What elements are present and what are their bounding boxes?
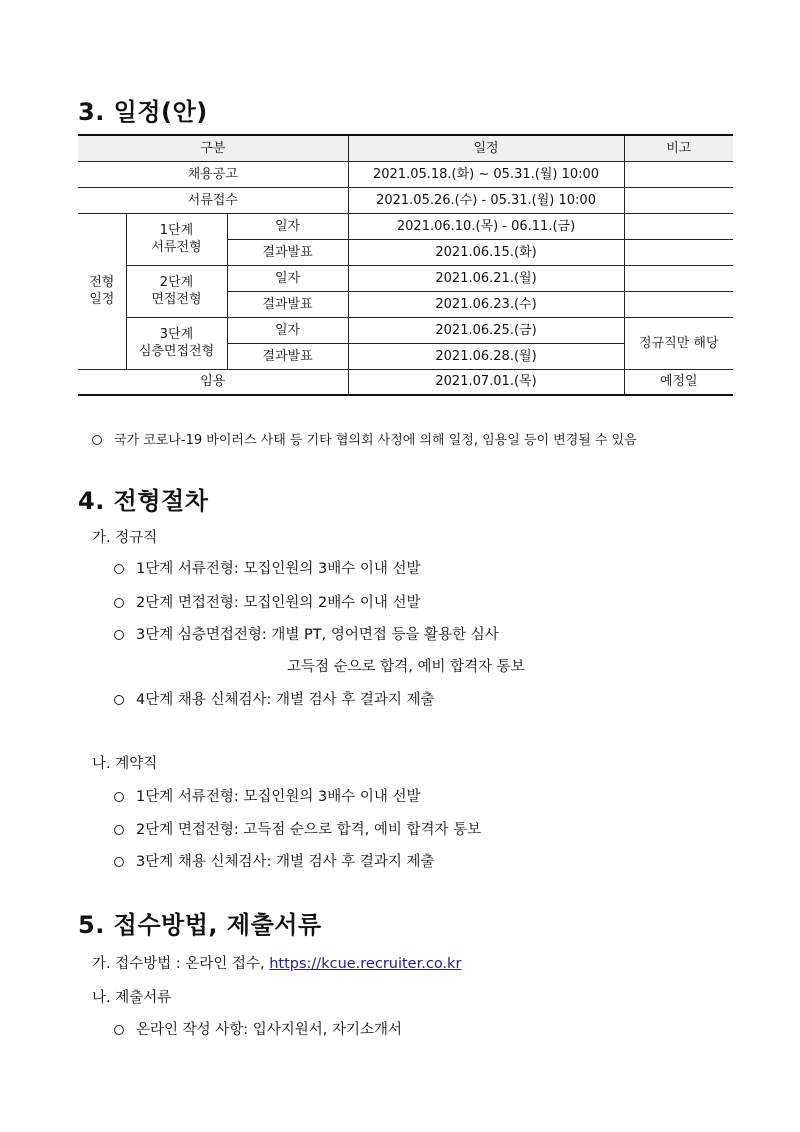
list-item bbox=[114, 557, 421, 578]
header-category: 구분 bbox=[78, 135, 348, 161]
schedule-change-note bbox=[92, 429, 637, 448]
item-text: 3단계 채용 신체검사: 개별 검사 후 결과지 제출 bbox=[136, 854, 435, 870]
stage1-result-note bbox=[624, 239, 733, 265]
stage1-result-label: 결과발표 bbox=[227, 239, 348, 265]
note-appointment: 예정일 bbox=[624, 369, 733, 395]
stage3-result-label: 결과발표 bbox=[227, 343, 348, 369]
section-3-title: 3. 일정(안) bbox=[78, 98, 208, 126]
application-url-link[interactable]: https://kcue.recruiter.co.kr bbox=[269, 956, 462, 972]
list-item bbox=[114, 818, 481, 839]
circle-bullet-icon bbox=[92, 435, 102, 445]
circle-bullet-icon bbox=[114, 564, 124, 574]
documents-heading: 나. 제출서류 bbox=[92, 990, 172, 1006]
table-header-row bbox=[78, 135, 733, 161]
row-label-announcement: 채용공고 bbox=[78, 161, 348, 187]
circle-bullet-icon bbox=[114, 1025, 124, 1035]
contract-heading: 나. 계약직 bbox=[92, 756, 158, 772]
item-text: 1단계 서류전형: 모집인원의 3배수 이내 선발 bbox=[136, 789, 421, 805]
stage3-result: 2021.06.28.(월) bbox=[348, 343, 624, 369]
date-announcement: 2021.05.18.(화) ~ 05.31.(월) 10:00 bbox=[348, 161, 624, 187]
table-row bbox=[78, 317, 733, 343]
stage2-result-note bbox=[624, 291, 733, 317]
stage2-note bbox=[624, 265, 733, 291]
regular-heading: 가. 정규직 bbox=[92, 530, 158, 546]
item-text: 3단계 심층면접전형: 개별 PT, 영어면접 등을 활용한 심사 bbox=[136, 627, 499, 643]
circle-bullet-icon bbox=[114, 857, 124, 867]
stage1-date: 2021.06.10.(목) - 06.11.(금) bbox=[348, 213, 624, 239]
table-row bbox=[78, 187, 733, 213]
circle-bullet-icon bbox=[114, 695, 124, 705]
stage2-date-label: 일자 bbox=[227, 265, 348, 291]
table-row bbox=[78, 369, 733, 395]
section-4-title: 4. 전형절차 bbox=[78, 487, 209, 515]
stage2-result: 2021.06.23.(수) bbox=[348, 291, 624, 317]
list-item bbox=[114, 623, 499, 644]
stage1-result: 2021.06.15.(화) bbox=[348, 239, 624, 265]
header-remarks: 비고 bbox=[624, 135, 733, 161]
stage3-continuation: 고득점 순으로 합격, 예비 합격자 통보 bbox=[287, 659, 525, 675]
table-row bbox=[78, 161, 733, 187]
row-label-document-receipt: 서류접수 bbox=[78, 187, 348, 213]
note-announcement bbox=[624, 161, 733, 187]
stage2-result-label: 결과발표 bbox=[227, 291, 348, 317]
stage3-note: 정규직만 해당 bbox=[624, 317, 733, 369]
circle-bullet-icon bbox=[114, 598, 124, 608]
list-item bbox=[114, 688, 435, 709]
item-text: 2단계 면접전형: 고득점 순으로 합격, 예비 합격자 통보 bbox=[136, 822, 482, 838]
stage2-label: 2단계 면접전형 bbox=[126, 265, 227, 317]
stage1-date-label: 일자 bbox=[227, 213, 348, 239]
item-text: 1단계 서류전형: 모집인원의 3배수 이내 선발 bbox=[136, 561, 421, 577]
list-item bbox=[114, 1018, 402, 1039]
stage1-note bbox=[624, 213, 733, 239]
stage3-label: 3단계 심층면접전형 bbox=[126, 317, 227, 369]
stage2-date: 2021.06.21.(월) bbox=[348, 265, 624, 291]
item-text: 4단계 채용 신체검사: 개별 검사 후 결과지 제출 bbox=[136, 692, 435, 708]
table-row bbox=[78, 213, 733, 239]
item-text: 2단계 면접전형: 모집인원의 2배수 이내 선발 bbox=[136, 595, 421, 611]
header-schedule: 일정 bbox=[348, 135, 624, 161]
list-item bbox=[114, 785, 421, 806]
circle-bullet-icon bbox=[114, 825, 124, 835]
note-document-receipt bbox=[624, 187, 733, 213]
stage3-date-label: 일자 bbox=[227, 317, 348, 343]
date-appointment: 2021.07.01.(목) bbox=[348, 369, 624, 395]
stage3-date: 2021.06.25.(금) bbox=[348, 317, 624, 343]
list-item bbox=[114, 850, 435, 871]
schedule-table bbox=[78, 134, 733, 396]
application-method bbox=[92, 952, 461, 973]
stage1-label: 1단계 서류전형 bbox=[126, 213, 227, 265]
date-document-receipt: 2021.05.26.(수) - 05.31.(월) 10:00 bbox=[348, 187, 624, 213]
section-5-title: 5. 접수방법, 제출서류 bbox=[78, 911, 322, 939]
note-text: 국가 코로나-19 바이러스 사태 등 기타 협의회 사정에 의해 일정, 임용일 등이 변경될 수 있음 bbox=[114, 433, 637, 448]
item-text: 온라인 작성 사항: 입사지원서, 자기소개서 bbox=[136, 1022, 403, 1038]
selection-group-label: 전형 일정 bbox=[78, 213, 126, 369]
row-label-appointment: 임용 bbox=[78, 369, 348, 395]
circle-bullet-icon bbox=[114, 792, 124, 802]
list-item bbox=[114, 591, 421, 612]
method-label: 가. 접수방법 : 온라인 접수, bbox=[92, 956, 270, 972]
circle-bullet-icon bbox=[114, 630, 124, 640]
table-row bbox=[78, 265, 733, 291]
